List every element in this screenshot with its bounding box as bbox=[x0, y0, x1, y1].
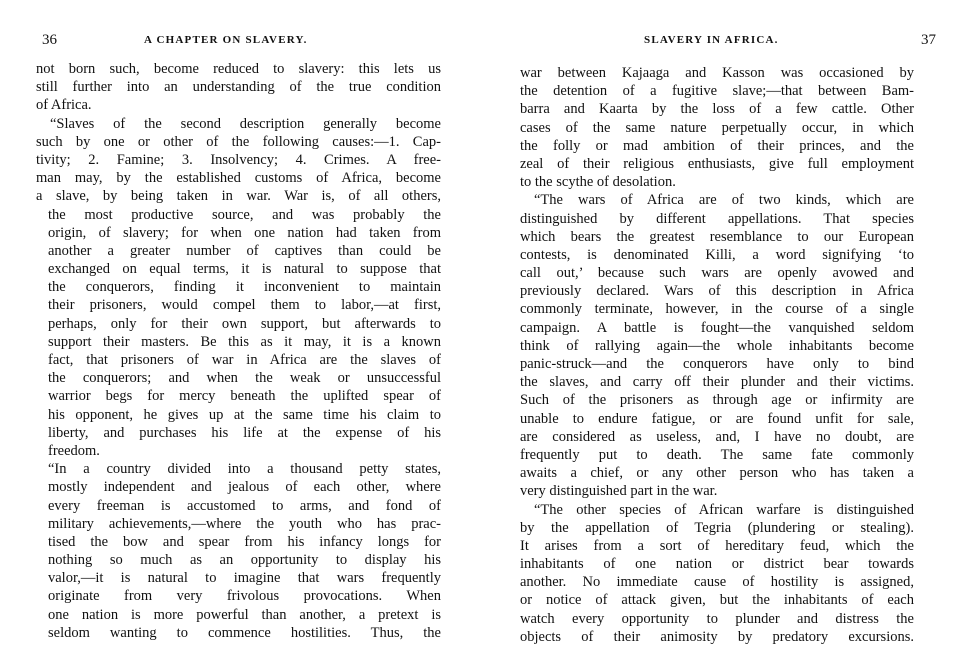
text-line: campaign. A battle is fought—the vanquished seldom bbox=[520, 319, 914, 336]
text-line: still further into an understanding of the true condition bbox=[36, 79, 441, 96]
text-line: his opponent, he gives up at the same time his claim to bbox=[48, 406, 441, 423]
text-line: tivity; 2. Famine; 3. Insolvency; 4. Crimes. A free- bbox=[36, 151, 441, 168]
text-line: one nation is more powerful than another, a pretext is bbox=[48, 606, 441, 623]
text-line: commonly terminate, however, in the course of a single bbox=[520, 301, 914, 318]
left-page bbox=[36, 0, 441, 671]
right-page bbox=[520, 0, 936, 671]
text-line: distinguished by different appellations. That species bbox=[520, 210, 914, 227]
text-line: the most productive source, and was probably the bbox=[48, 206, 441, 223]
text-line: their prisoners, would compel them to labor,—at first, bbox=[48, 297, 441, 314]
text-line: Such of the prisoners as through age or infirmity are bbox=[520, 392, 914, 409]
text-line: valor,—it is natural to imagine that wars frequently bbox=[48, 570, 441, 587]
text-line: origin, of slavery; for when one nation had taken from bbox=[48, 224, 441, 241]
right-page-number: 37 bbox=[921, 32, 936, 48]
text-line: the slaves, and carry off their plunder and their victims. bbox=[520, 374, 914, 391]
text-line: think of rallying again—the whole inhabitants become bbox=[520, 337, 914, 354]
text-line: tised the bow and spear from his infancy longs for bbox=[48, 533, 441, 550]
text-line: which bears the greatest resemblance to our European bbox=[520, 228, 914, 245]
text-line: not born such, become reduced to slavery: this lets us bbox=[36, 61, 441, 77]
text-line: originate from very frivolous provocations. When bbox=[48, 588, 441, 605]
right-page-text bbox=[520, 64, 914, 646]
text-line: very distinguished part in the war. bbox=[520, 483, 718, 500]
text-line: previously declared. Wars of this description in Africa bbox=[520, 283, 914, 300]
text-line: unable to endure fatigue, or are found unfit for sale, bbox=[520, 410, 914, 427]
text-line: the folly or mad ambition of their princes, and the bbox=[520, 137, 914, 154]
text-line: exchanged on equal terms, it is natural to suppose that bbox=[48, 261, 441, 278]
right-running-head: SLAVERY IN AFRICA. bbox=[644, 34, 779, 46]
text-line: nothing so much as an opportunity to display his bbox=[48, 552, 441, 569]
left-page-text bbox=[36, 60, 441, 642]
text-line: man may, by the established customs of Africa, become bbox=[36, 170, 441, 187]
text-line: another a greater number of captives than could be bbox=[48, 242, 441, 259]
text-line: freedom. bbox=[48, 442, 100, 459]
text-line: It arises from a sort of hereditary feud, which the bbox=[520, 537, 914, 554]
text-line: to the scythe of desolation. bbox=[520, 174, 676, 191]
text-line: by the appellation of Tegria (plundering or stealing). bbox=[520, 519, 914, 536]
text-line: “The wars of Africa are of two kinds, which are bbox=[534, 192, 914, 209]
text-line: “In a country divided into a thousand petty states, bbox=[48, 461, 441, 478]
text-line: frequently put to death. The same fate commonly bbox=[520, 446, 914, 463]
text-line: panic-struck—and the conquerors have only to bind bbox=[520, 356, 914, 372]
text-line: cases of the same nature perpetually occur, in which bbox=[520, 119, 914, 136]
text-line: or notice of attack given, but the inhabitants of each bbox=[520, 592, 914, 609]
text-line: the conquerors, finding it inconvenient to maintain bbox=[48, 279, 441, 296]
left-running-head: A CHAPTER ON SLAVERY. bbox=[144, 34, 308, 46]
text-line: the conquerors; and when the weak or unsuccessful bbox=[48, 370, 441, 387]
text-line: such by one or other of the following causes:—1. Cap- bbox=[36, 133, 441, 150]
text-line: every freeman is accustomed to arms, and fond of bbox=[48, 497, 441, 514]
text-line: another. No immediate cause of hostility is assigned, bbox=[520, 574, 914, 591]
text-line: a slave, by being taken in war. War is, of all others, bbox=[36, 188, 441, 205]
text-line: war between Kajaaga and Kasson was occasioned by bbox=[520, 65, 914, 81]
right-page-header bbox=[520, 32, 936, 58]
text-line: call out,’ because such wars are openly avowed and bbox=[520, 265, 914, 282]
text-line: zeal of their religious enthusiasts, give full employment bbox=[520, 155, 914, 172]
text-line: of Africa. bbox=[36, 97, 92, 114]
text-line: support their masters. Be this as it may, it is a known bbox=[48, 333, 441, 350]
left-page-number: 36 bbox=[42, 32, 57, 48]
text-line: inhabitants of one nation or district bear towards bbox=[520, 556, 914, 573]
text-line: watch every opportunity to plunder and distress the bbox=[520, 610, 914, 627]
text-line: contests, is denominated Killi, a word signifying ‘to bbox=[520, 246, 914, 263]
text-line: barra and Kaarta by the loss of a few cattle. Other bbox=[520, 101, 914, 118]
text-line: fact, that prisoners of war in Africa are the slaves of bbox=[48, 352, 441, 368]
text-line: perhaps, only for their own support, but afterwards to bbox=[48, 315, 441, 332]
text-line: seldom wanting to commence hostilities. Thus, the bbox=[48, 624, 441, 641]
text-line: the detention of a fugitive slave;—that between Bam- bbox=[520, 83, 914, 100]
text-line: “Slaves of the second description generally become bbox=[50, 115, 441, 132]
text-line: military achievements,—where the youth who has prac- bbox=[48, 515, 441, 532]
text-line: awaits a chief, or any other person who has taken a bbox=[520, 465, 914, 482]
text-line: mostly independent and jealous of each other, where bbox=[48, 479, 441, 496]
text-line: warrior begs for mercy beneath the uplifted spear of bbox=[48, 388, 441, 405]
text-line: objects of their animosity by predatory excursions. bbox=[520, 628, 914, 645]
text-line: liberty, and purchases his life at the expense of his bbox=[48, 424, 441, 441]
text-line: “The other species of African warfare is distinguished bbox=[534, 501, 914, 518]
left-page-header bbox=[36, 34, 441, 58]
text-line: are considered as useless, and, I have no doubt, are bbox=[520, 428, 914, 445]
